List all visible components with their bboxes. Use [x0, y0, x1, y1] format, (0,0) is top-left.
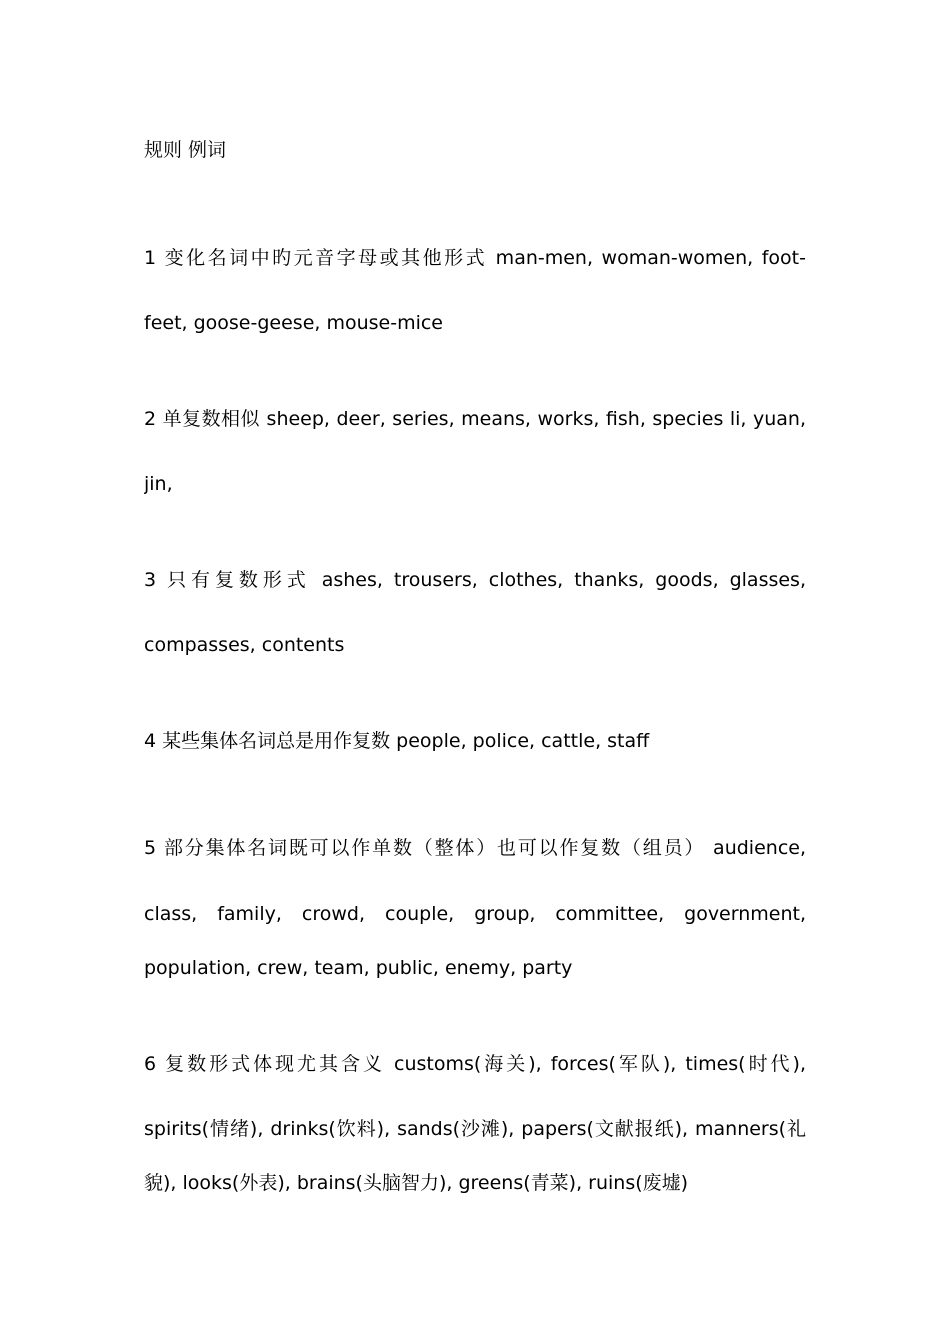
rule-5-line-2: class, family, crowd, couple, group, committee, government, [144, 903, 806, 925]
rule-6-line-3: 貌), looks(外表), brains(头脑智力), greens(青菜), ruins(废墟) [144, 1172, 689, 1194]
rule-5-line-3: population, crew, team, public, enemy, party [144, 957, 573, 979]
rule-6-line-2: spirits(情绪), drinks(饮料), sands(沙滩), papers(文献报纸), manners(礼 [144, 1118, 806, 1140]
rule-1-line-1: 1 变化名词中旳元音字母或其他形式 man-men, woman-women, foot- [144, 247, 806, 269]
rule-3-line-2: compasses, contents [144, 634, 345, 656]
rule-2-line-1: 2 单复数相似 sheep, deer, series, means, works, fish, species li, yuan, [144, 408, 806, 430]
rule-2-line-2: jin, [144, 473, 173, 495]
rule-example-header: 规则 例词 [144, 139, 227, 161]
rule-3-line-1: 3 只有复数形式 ashes, trousers, clothes, thanks, goods, glasses, [144, 569, 806, 591]
rule-5-line-1: 5 部分集体名词既可以作单数（整体）也可以作复数（组员） audience, [144, 837, 806, 859]
rule-1-line-2: feet, goose-geese, mouse-mice [144, 312, 443, 334]
rule-6-line-1: 6 复数形式体现尤其含义 customs(海关), forces(军队), times(时代), [144, 1053, 806, 1075]
rule-4-line-1: 4 某些集体名词总是用作复数 people, police, cattle, staff [144, 730, 650, 752]
